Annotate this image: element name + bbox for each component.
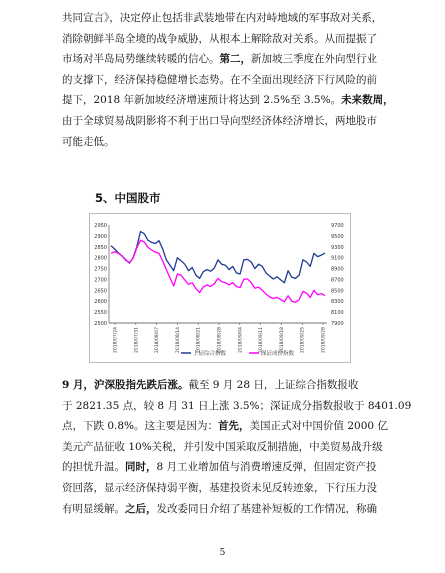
- x-tick-label: 2018/09/25: [300, 327, 306, 353]
- left-tick-label: 2850: [94, 244, 107, 251]
- left-tick-label: 2600: [94, 299, 107, 306]
- x-tick-label: 2018/09/11: [259, 327, 265, 353]
- legend-label: 深证成份指数: [261, 351, 295, 357]
- bold-text-run: 首先，: [218, 420, 250, 433]
- x-tick-label: 2018/08/28: [217, 327, 223, 353]
- right-tick-label: 7900: [331, 321, 344, 327]
- text-line: [62, 111, 384, 132]
- left-tick-label: 2500: [94, 321, 107, 327]
- text-line: [62, 70, 384, 91]
- left-tick-label: 2650: [94, 288, 107, 295]
- text-line: [62, 29, 384, 50]
- text-line: [62, 499, 384, 520]
- left-tick-label: 2750: [94, 266, 107, 273]
- text-run: 于 2821.35 点，较 8 月 31 日上涨 3.5%；深证成分指数报收于 8401.09: [62, 399, 412, 412]
- x-tick-label: 2018/08/21: [196, 327, 202, 353]
- text-line: [62, 49, 384, 70]
- paragraph-china-stock: [62, 375, 412, 519]
- legend-label: 上证综合指数: [193, 351, 227, 357]
- bold-text-run: 未来数周，: [341, 94, 394, 107]
- text-run: 消除朝鲜半岛全境的战争威胁，从根本上解除敌对关系。从而提振了: [62, 32, 377, 45]
- right-tick-label: 8300: [331, 299, 344, 306]
- text-run: 提下，2018 年新加坡经济增速预计将达到 2.5%至 3.5%。: [62, 94, 342, 107]
- text-line: [62, 132, 384, 153]
- text-run: 共同宣言》，决定停止包括非武装地带在内对峙地域的军事敌对关系，: [62, 12, 383, 24]
- text-line: [62, 90, 394, 111]
- right-tick-label: 9500: [331, 233, 344, 240]
- bold-text-run: 9 月，沪深股指先跌后涨。: [62, 379, 189, 391]
- bold-text-run: 第二，: [219, 53, 251, 66]
- text-run: 美国正式对中国价值 2000 亿: [249, 420, 388, 433]
- bold-text-run: 同时，: [125, 461, 157, 474]
- text-run: 的担忧升温。: [62, 461, 125, 474]
- text-run: 有明显缓解。: [62, 502, 125, 515]
- text-run: 市场对半岛局势继续转暖的信心。: [62, 53, 220, 66]
- text-run: 截至 9 月 28 日，上证综合指数报收: [188, 379, 359, 391]
- right-tick-label: 8700: [331, 277, 344, 284]
- text-line: [62, 416, 388, 437]
- text-run: 的支撑下，经济保持稳健增长态势。在不全面出现经济下行风险的前: [62, 73, 377, 86]
- paragraph-korea-singapore: [62, 8, 394, 152]
- page-number: 5: [219, 548, 226, 558]
- text-line: [62, 375, 384, 396]
- x-tick-label: 2018/09/28: [321, 327, 327, 353]
- text-line: [62, 8, 384, 29]
- text-run: 可能走低。: [62, 135, 115, 148]
- x-tick-label: 2018/09/18: [279, 327, 285, 353]
- text-run: 点，下跌 0.8%。这主要是因为：: [62, 420, 219, 433]
- left-tick-label: 2800: [94, 255, 107, 262]
- left-tick-label: 2900: [94, 233, 107, 240]
- right-tick-label: 9300: [331, 244, 344, 251]
- right-tick-label: 8900: [331, 266, 344, 273]
- right-tick-label: 8500: [331, 288, 344, 295]
- text-run: 8 月工业增加值与消费增速反弹，但固定资产投: [156, 461, 377, 474]
- text-line: [62, 457, 384, 478]
- stock-index-chart: [89, 213, 351, 363]
- right-tick-label: 9100: [331, 255, 344, 262]
- text-run: 资回落，显示经济保持弱平衡，基建投资未见反转迹象，下行压力没: [62, 481, 377, 494]
- left-tick-label: 2700: [94, 277, 107, 284]
- bold-text-run: 之后，: [125, 502, 157, 515]
- x-tick-label: 2018/08/07: [155, 327, 161, 353]
- x-tick-label: 2018/07/31: [134, 327, 140, 353]
- text-line: [62, 478, 384, 499]
- text-line: [62, 437, 384, 458]
- right-tick-label: 9700: [331, 223, 344, 229]
- text-run: 由于全球贸易战阴影将不利于出口导向型经济体经济增长，两地股市: [62, 114, 377, 127]
- text-run: 发改委同日介绍了基建补短板的工作情况，称确: [156, 502, 377, 515]
- text-run: 美元产品征收 10%关税，并引发中国采取反制措施，中美贸易战升级: [62, 440, 383, 453]
- text-run: 新加坡三季度在外向型行业: [251, 53, 377, 66]
- section-title: 5、中国股市: [95, 191, 161, 205]
- left-tick-label: 2550: [94, 310, 107, 317]
- x-tick-label: 2018/08/14: [175, 327, 181, 353]
- x-tick-label: 2018/07/24: [113, 327, 119, 353]
- x-tick-label: 2018/09/04: [238, 327, 244, 353]
- text-line: [62, 396, 412, 417]
- right-tick-label: 8100: [331, 310, 344, 317]
- left-tick-label: 2950: [94, 223, 107, 229]
